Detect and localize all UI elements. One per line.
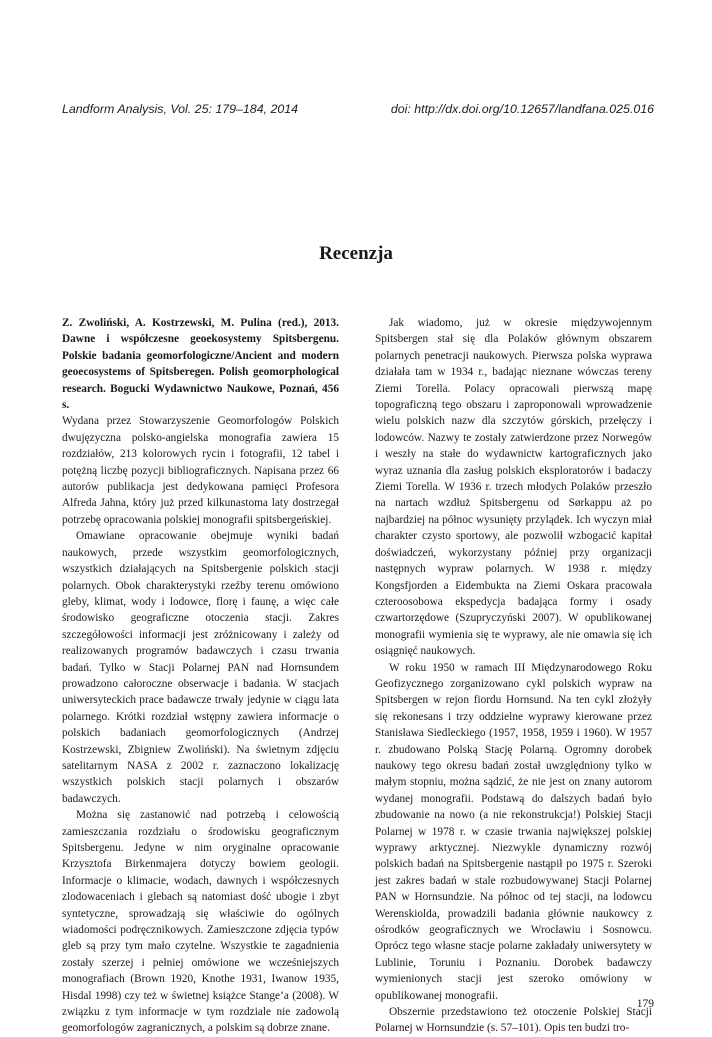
review-paragraph: Obszernie przedstawiono też otoczenie Polskiej Stacji Polarnej w Hornsundzie (s. 57–101). Opis ten budzi tro- <box>375 1006 652 1035</box>
page-title: Recenzja <box>319 243 393 264</box>
left-column <box>62 315 339 1037</box>
right-column <box>375 315 652 1037</box>
review-citation: Z. Zwoliński, A. Kostrzewski, M. Pulina (red.), 2013. Dawne i współczesne geoekosystemy Spitsbergenu. Polskie badania geomorfologiczne/Ancient and modern geoecosystems of Spitsberegen. Polish geomorphological research. Bogucki Wydawnictwo Naukowe, Poznań, 456 s. <box>62 317 339 412</box>
review-paragraph: Można się zastanowić nad potrzebą i celowością zamieszczania rozdziału o środowisku geograficznym Spitsbergenu. Jedyne w nim oryginalne opracowanie Krzysztofa Birkenmajera dotyczy bowiem geologii. Informacje o klimacie, wodach, dawnych i współczesnych zlodowaceniach i glebach są natomiast dość ubogie i zbyt syntetyczne, sprowadzają się właściwie do ogólnych wiadomości podręcznikowych. Zamieszczone zdjęcia typów gleb są przy tym mało czytelne. Wszystkie te zagadnienia zostały szerzej i pełniej omówione we wcześniejszych monografiach (Brown 1920, Knothe 1931, Iwanow 1935, Hisdal 1998) czy też w świetnej książce Stange’a (2008). W związku z tym informacje w tym rozdziale nie zadowolą geomorfologów zagranicznych, a polskim są dobrze znane. <box>62 809 339 1035</box>
doi-reference: doi: http://dx.doi.org/10.12657/landfana.025.016 <box>390 102 654 116</box>
review-paragraph: Wydana przez Stowarzyszenie Geomorfologów Polskich dwujęzyczna polsko-angielska monografia zawiera 15 rozdziałów, 213 kolorowych rycin i fotografii, 12 tabel i potężną liczbę pozycji bibliograficznych. Napisana przez 66 autorów publikacja jest dedykowana pamięci Profesora Alfreda Jahna, który już przed kilkunastoma laty dostrzegał potrzebę opracowania polskiej monografii spitsbergeńskiej. <box>62 415 339 526</box>
journal-reference: Landform Analysis, Vol. 25: 179–184, 2014 <box>62 102 299 116</box>
review-paragraph: Jak wiadomo, już w okresie międzywojennym Spitsbergen stał się dla Polaków głównym obszarem polarnych penetracji naukowych. Pierwsza polska wyprawa działała tam w 1934 r., badając nieznane wówczas tereny Ziemi Torella. Polacy opracowali pierwszą mapę topograficzną tego obszaru i zaproponowali wprowadzenie wielu polskich nazw dla szczytów górskich, przełęczy i lodowców. Nazwy te zostały zatwierdzone przez Norwegów i weszły na stałe do wydawnictw kartograficznych jako wyraz uznania dla zasług polskich eksploratorów i badaczy Ziemi Torella. W 1936 r. trzech młodych Polaków przeszło na nartach wzdłuż Spitsbergenu od Sørkappu aż po najbardziej na północ wysunięty przylądek. Ich wyczyn miał charakter czysto sportowy, ale pozwolił wzbogacić kapitał doświadczeń, wykorzystany później przy organizacji następnych wypraw polarnych. W 1938 r. między Kongsfjorden a Eidembukta na Ziemi Oskara pracowała czteroosobowa ekspedycja badająca formy i osady czwartorzędowe (Szupryczyński 2007). W opublikowanej monografii wymienia się te wyprawy, ale nie omawia się ich osiągnięć naukowych. <box>375 317 652 658</box>
page-number: 179 <box>636 998 654 1010</box>
review-paragraph: W roku 1950 w ramach III Międzynarodowego Roku Geofizycznego zorganizowano cykl polskich wypraw na Spitsbergen w rejon fiordu Hornsund. Na ten cykl złożyły się rekonesans i trzy oddzielne wyprawy kierowane przez Stanisława Siedleckiego (1957, 1958, 1959 i 1960). W 1957 r. zbudowano Polską Stację Polarną. Ogromny dorobek naukowy tego okresu badań został uwzględniony tylko w małym stopniu, można sądzić, że nie jest on znany autorom wydanej monografii. Podstawą do dalszych badań było zbudowanie na nowo (a nie rekonstrukcja!) Polskiej Stacji Polarnej w 1978 r. w czasie trwania największej polskiej wyprawy arktycznej. Niezwykle dynamiczny rozwój polskich badań na Spitsbergenie nastąpił po 1975 r. Szeroki jest zakres badań w stale rozbudowywanej Stacji Polarnej PAN w Hornsundzie. Na północ od tej stacji, na lodowcu Werenskiolda, prowadzili badania głównie naukowcy z ośrodków geograficznych we Wrocławiu i Sosnowcu. Oprócz tego własne stacje polarne zakładały uniwersytety w Lublinie, Toruniu i Poznaniu. Dorobek badawczy wymienionych stacji jest szeroko omówiony w opublikowanej monografii. <box>375 661 652 1002</box>
review-paragraph: Omawiane opracowanie obejmuje wyniki badań naukowych, przede wszystkim geomorfologicznych, wszystkich działających na Spitsbergenie polskich stacji polarnych. Obok charakterystyki rzeźby terenu omówiono gleby, klimat, wody i lodowce, florę i faunę, a więc całe środowisko geograficzne otoczenia stacji. Zakres szczegółowości informacji jest zróżnicowany i zależy od realizowanych programów badawczych i czasu trwania badań. Tylko w Stacji Polarnej PAN nad Hornsundem prowadzono całoroczne obserwacje i badania. W stacjach uniwersyteckich prace badawcze trwały jedynie w ciągu lata polarnego. Krótki rozdział wstępny zawiera informacje o polskich badaniach geomorfologicznych (Andrzej Kostrzewski, Zbigniew Zwoliński). Na świetnym zdjęciu satelitarnym NASA z 2002 r. zaznaczono lokalizację wszystkich polskich stacji polarnych i obszarów badawczych. <box>62 530 339 805</box>
